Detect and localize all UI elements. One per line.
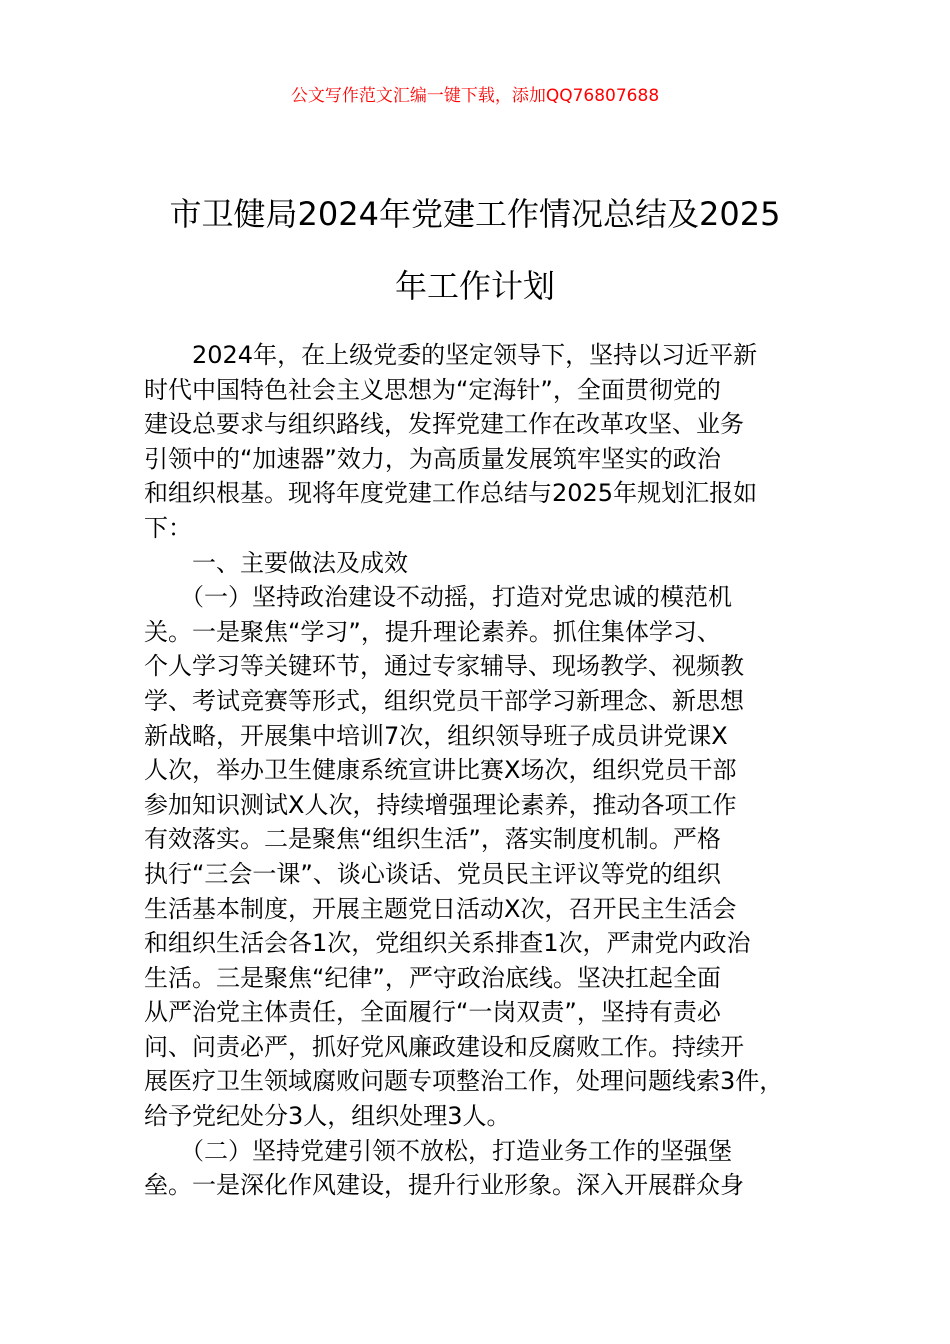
body-line: （二）坚持党建引领不放松，打造业务工作的坚强堡 — [144, 1136, 732, 1165]
title-line-2: 年工作计划 — [394, 267, 555, 305]
body-line: 从严治党主体责任，全面履行“一岗双责”，坚持有责必 — [144, 998, 721, 1027]
body-line: （一）坚持政治建设不动摇，打造对党忠诚的模范机 — [144, 583, 732, 612]
body-line: 引领中的“加速器”效力，为高质量发展筑牢坚实的政治 — [144, 444, 721, 473]
header-watermark-note: 公文写作范文汇编一键下载，添加QQ76807688 — [290, 86, 660, 106]
body-line: 生活基本制度，开展主题党日活动X次，召开民主生活会 — [144, 894, 737, 923]
body-line: 学、考试竞赛等形式，组织党员干部学习新理念、新思想 — [144, 686, 744, 715]
title-line-1: 市卫健局2024年党建工作情况总结及2025 — [169, 195, 781, 233]
body-line: 问、问责必严，抓好党风廉政建设和反腐败工作。持续开 — [144, 1032, 744, 1061]
body-line: 垒。一是深化作风建设，提升行业形象。深入开展群众身 — [144, 1171, 744, 1200]
body-line: 给予党纪处分3人，组织处理3人。 — [144, 1102, 511, 1131]
body-line: 参加知识测试X人次，持续增强理论素养，推动各项工作 — [144, 790, 737, 819]
body-line: 执行“三会一课”、谈心谈话、党员民主评议等党的组织 — [144, 859, 721, 888]
body-line: 建设总要求与组织路线，发挥党建工作在改革攻坚、业务 — [144, 410, 744, 439]
body-line: 2024年，在上级党委的坚定领导下，坚持以习近平新 — [144, 341, 758, 369]
body-line: 人次，举办卫生健康系统宣讲比赛X场次，组织党员干部 — [144, 756, 737, 785]
body-line: 展医疗卫生领域腐败问题专项整治工作，处理问题线索3件， — [144, 1067, 784, 1096]
body-line: 和组织生活会各1次，党组织关系排查1次，严肃党内政治 — [144, 929, 751, 958]
body-line: 和组织根基。现将年度党建工作总结与2025年规划汇报如 — [144, 479, 758, 508]
body-line: 个人学习等关键环节，通过专家辅导、现场教学、视频教 — [144, 652, 744, 681]
body-line: 生活。三是聚焦“纪律”，严守政治底线。坚决扛起全面 — [144, 963, 721, 992]
body-line: 关。一是聚焦“学习”，提升理论素养。抓住集体学习、 — [144, 617, 721, 646]
body-line: 时代中国特色社会主义思想为“定海针”，全面贯彻党的 — [144, 375, 721, 404]
section-heading: 一、主要做法及成效 — [144, 548, 408, 577]
document-body — [144, 338, 844, 1203]
body-line: 新战略，开展集中培训7次，组织领导班子成员讲党课X — [144, 721, 728, 750]
document-title — [140, 178, 810, 322]
body-line: 有效落实。二是聚焦“组织生活”，落实制度机制。严格 — [144, 825, 721, 854]
body-line: 下： — [144, 513, 192, 542]
